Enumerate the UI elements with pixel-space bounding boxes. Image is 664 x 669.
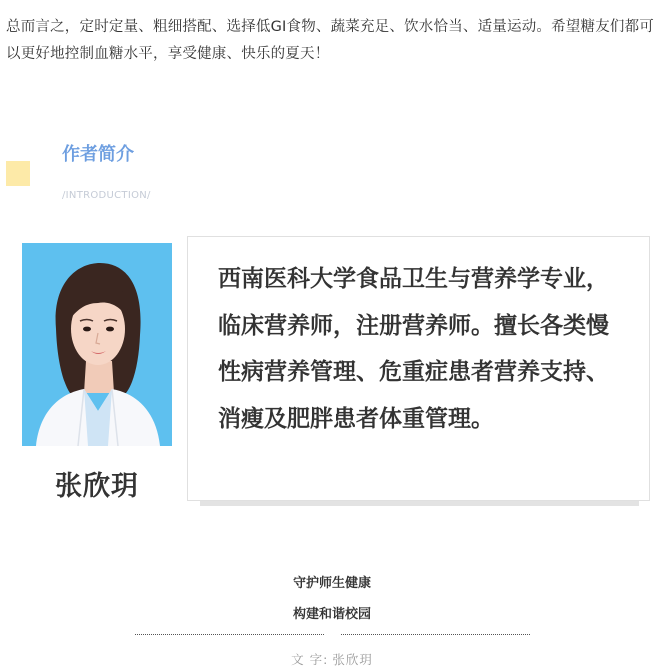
author-name: 张欣玥: [55, 471, 139, 502]
credit-label: 文 字:: [291, 652, 329, 667]
author-photo: [22, 243, 172, 446]
slogan-line-1: 守护师生健康: [292, 576, 371, 591]
section-subtitle: /INTRODUCTION/: [62, 190, 151, 201]
slogan-line-2: 构建和谐校园: [292, 607, 371, 622]
author-bio: 西南医科大学食品卫生与营养学专业，临床营养师，注册营养师。擅长各类慢性病营养管理、危重症患者营养支持、消瘦及肥胖患者体重管理。: [218, 266, 609, 432]
footer-divider-left: [135, 634, 324, 635]
credit-name: 张欣玥: [332, 652, 373, 667]
section-title: 作者简介: [62, 144, 134, 165]
footer-divider-right: [341, 634, 530, 635]
closing-paragraph: 总而言之，定时定量、粗细搭配、选择低GI食物、蔬菜充足、饮水恰当、适量运动。希望糖友们都可以更好地控制血糖水平，享受健康、快乐的夏天！: [6, 19, 655, 62]
author-credit: [0, 650, 664, 668]
section-accent-block: [6, 161, 30, 186]
